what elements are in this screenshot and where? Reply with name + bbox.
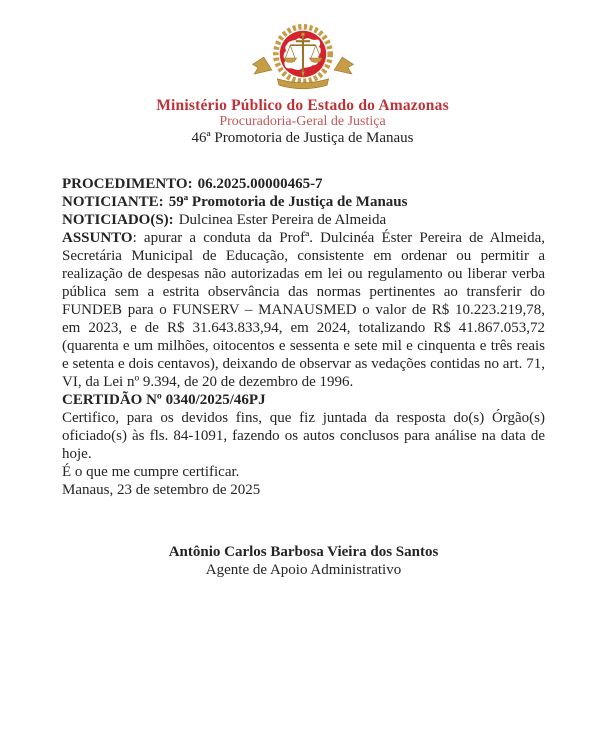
org-unit: 46ª Promotoria de Justiça de Manaus (191, 130, 414, 146)
crest-banner (277, 79, 328, 89)
field-procedimento (62, 175, 545, 193)
field-noticiante (62, 193, 545, 211)
closing-line: É o que me cumpre certificar. (62, 464, 240, 480)
letterhead (0, 0, 605, 146)
crest-ribbon-left (252, 57, 271, 74)
org-division: Procuradoria-Geral de Justiça (219, 114, 386, 129)
signer-title: Agente de Apoio Administrativo (205, 562, 402, 578)
signer-name: Antônio Carlos Barbosa Vieira dos Santos (168, 544, 439, 560)
date-line: Manaus, 23 de setembro de 2025 (62, 482, 261, 498)
certifico-paragraph: Certifico, para os devidos fins, que fiz juntada da resposta do(s) Órgão(s) oficiado(s) às fls. 84-1091, fazendo os autos conclusos para análise na data de hoje. (62, 410, 545, 462)
assunto-label: ASSUNTO (62, 230, 133, 246)
field-noticiante-value: 59ª Promotoria de Justiça de Manaus (168, 194, 408, 210)
assunto-text: : apurar a conduta da Profª. Dulcinéa Éster Pereira de Almeida, Secretária Municipal de Educação, consistente em ordenar ou permitir a realização de despesas não autorizadas em lei ou regulamento ou liberar verba pública sem a estrita observância das normas pertinentes ao transferir do FUNDEB para o FUNSERV – MANAUSMED o valor de R$ 10.223.219,78, em 2023, e de R$ 31.643.833,94, em 2024, totalizando R$ 41.867.053,72 (quarenta e um milhões, oitocentos e sessenta e sete mil e cinquenta e três reais e setenta e dois centavos), deixando de observar as vedações contidas no art. 71, VI, da Lei nº 9.394, de 20 de dezembro de 1996. (62, 230, 545, 390)
field-noticiado-label: NOTICIADO(S): (62, 212, 174, 228)
mpam-crest-icon (251, 22, 355, 94)
field-procedimento-label: PROCEDIMENTO: (62, 176, 193, 192)
signature-block (62, 543, 545, 579)
assunto-paragraph (62, 229, 545, 391)
field-noticiado-value: Dulcinea Ester Pereira de Almeida (178, 212, 387, 228)
crest-ribbon-right (334, 57, 353, 74)
org-name: Ministério Público do Estado do Amazonas (156, 97, 449, 114)
field-noticiante-label: NOTICIANTE: (62, 194, 164, 210)
field-procedimento-value: 06.2025.00000465-7 (197, 176, 323, 192)
document-body (62, 175, 545, 579)
field-noticiado (62, 211, 545, 229)
certidao-title: CERTIDÃO Nº 0340/2025/46PJ (62, 392, 266, 408)
